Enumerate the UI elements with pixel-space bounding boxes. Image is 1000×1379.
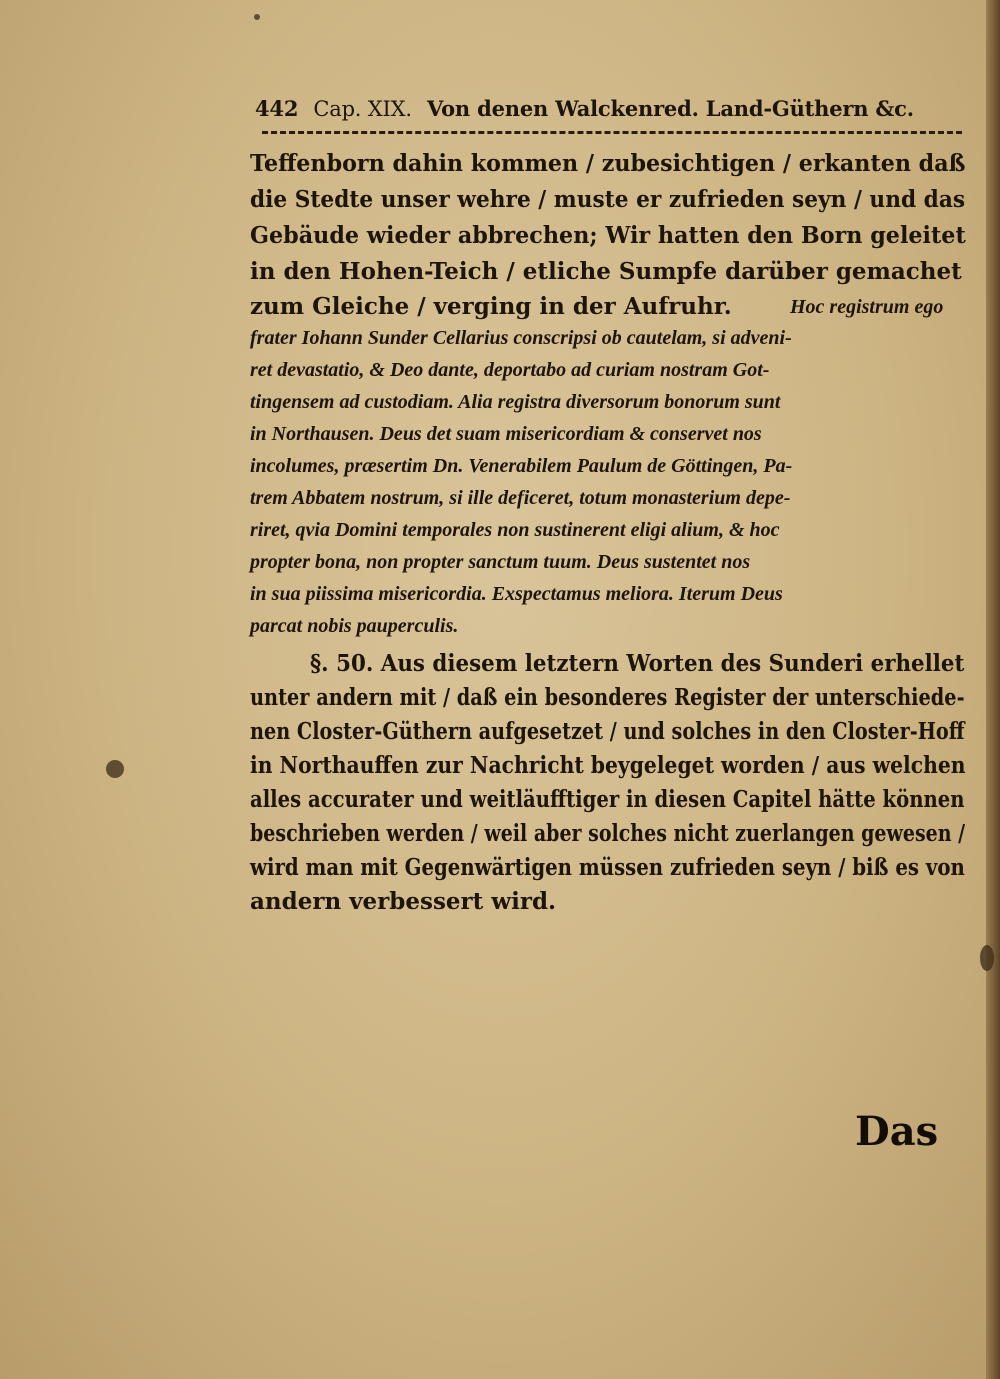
text-line: parcat nobis pauperculis. [250, 615, 459, 637]
running-header [255, 96, 965, 121]
page-number: 442 [255, 96, 299, 121]
text-line: propter bona, non propter sanctum tuum. Deus sustentet nos [250, 551, 751, 573]
ink-spot [980, 945, 994, 971]
ink-spot [254, 14, 260, 20]
text-line: zum Gleiche / verging in der Aufruhr. [250, 293, 732, 320]
text-line: wird man mit Gegenwärtigen müssen zufrieden seyn / biß es von [250, 854, 965, 881]
text-line: Gebäude wieder abbrechen; Wir hatten den Born geleitet [250, 222, 966, 249]
text-line: trem Abbatem nostrum, si ille deficeret, totum monasterium depe- [250, 487, 791, 509]
text-line: §. 50. Aus diesem letztern Worten des Sunderi erhellet [310, 650, 965, 677]
text-line: tingensem ad custodiam. Alia registra diversorum bonorum sunt [250, 391, 781, 413]
header-title: Von denen Walckenred. Land-Güthern &c. [426, 96, 914, 121]
header-rule [262, 131, 962, 134]
text-line: in Northausen. Deus det suam misericordiam & conservet nos [250, 423, 762, 445]
ink-spot [106, 760, 124, 778]
text-line: nen Closter-Güthern aufgesetzet / und solches in den Closter-Hoff [250, 718, 965, 745]
text-line: andern verbessert wird. [250, 888, 557, 915]
chapter-label: Cap. XIX. [313, 97, 412, 121]
text-line: alles accurater und weitläufftiger in diesen Capitel hätte können [250, 786, 965, 813]
text-line: Teffenborn dahin kommen / zubesichtigen / erkanten daß [250, 150, 966, 177]
text-line: unter andern mit / daß ein besonderes Register der unterschiede- [250, 684, 965, 711]
text-line: in Northauffen zur Nachricht beygeleget worden / aus welchen [250, 752, 966, 779]
text-line: riret, qvia Domini temporales non sustinerent eligi alium, & hoc [250, 519, 780, 541]
text-line: in sua piissima misericordia. Exspectamus meliora. Iterum Deus [250, 583, 783, 605]
text-line: Hoc registrum ego [790, 296, 944, 318]
text-line: frater Iohann Sunder Cellarius conscripsi ob cautelam, si adveni- [250, 327, 792, 349]
text-line: beschrieben werden / weil aber solches nicht zuerlangen gewesen / [250, 820, 966, 847]
text-line: in den Hohen-Teich / etliche Sumpfe darüber gemachet [250, 258, 962, 285]
text-line: incolumes, præsertim Dn. Venerabilem Paulum de Göttingen, Pa- [250, 455, 793, 477]
text-line: ret devastatio, & Deo dante, deportabo ad curiam nostram Got- [250, 359, 770, 381]
page-edge [986, 0, 1000, 1379]
catchword: Das [855, 1108, 939, 1155]
text-line: die Stedte unser wehre / muste er zufrieden seyn / und das [250, 186, 966, 213]
